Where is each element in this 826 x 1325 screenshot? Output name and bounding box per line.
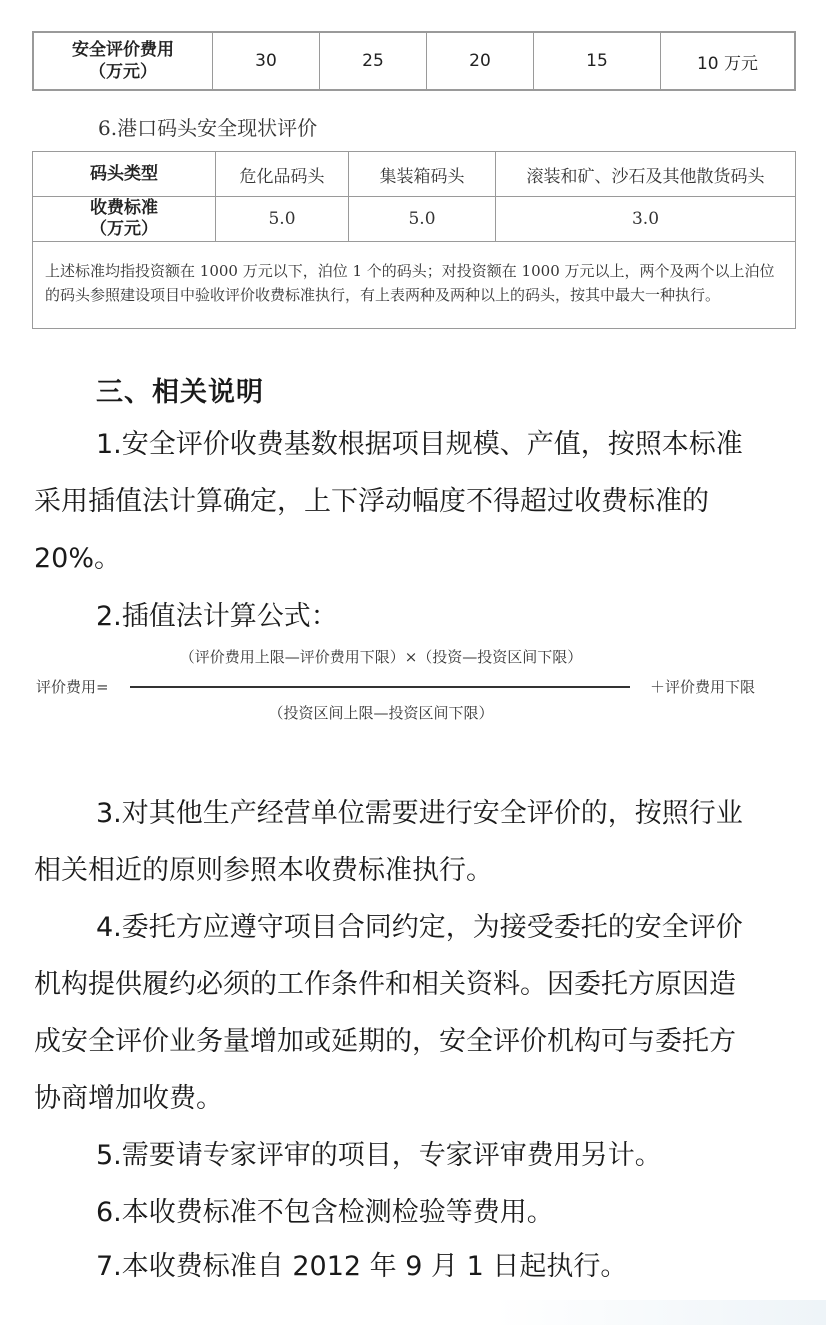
bottom-fade (0, 1300, 826, 1325)
dock-fee-table (32, 151, 796, 329)
dock-fee-header-line1: 收费标准 (90, 198, 158, 218)
fee-header-line2: （万元） (89, 62, 157, 82)
item-2: 2.插值法计算公式： (96, 601, 338, 632)
dock-fee-cell: 5.0 (349, 197, 496, 242)
item-5: 5.需要请专家评审的项目，专家评审费用另计。 (96, 1140, 662, 1171)
fee-value-cell: 30 (213, 32, 320, 90)
fee-value-cell: 20 (427, 32, 534, 90)
formula-denominator: （投资区间上限—投资区间下限） (268, 704, 494, 722)
item-4 (34, 899, 796, 1127)
item-4-line2: 机构提供履约必须的工作条件和相关资料。因委托方原因造 (34, 969, 736, 1000)
dock-type-header: 码头类型 (33, 152, 216, 197)
dock-fee-header (33, 197, 216, 242)
section-heading: 三、相关说明 (96, 377, 264, 408)
formula-label: 评价费用= (36, 678, 109, 696)
item-3-line1: 3.对其他生产经营单位需要进行安全评价的，按照行业 (96, 798, 743, 829)
section-caption: 6.港口码头安全现状评价 (98, 116, 318, 140)
fee-table-top (32, 31, 796, 91)
dock-type-cell: 危化品码头 (216, 152, 349, 197)
fee-value-cell: 10 万元 (661, 32, 796, 90)
item-3 (34, 785, 796, 899)
item-3-line2: 相关相近的原则参照本收费标准执行。 (34, 855, 493, 886)
dock-fee-cell: 3.0 (496, 197, 796, 242)
item-7: 7.本收费标准自 2012 年 9 月 1 日起执行。 (96, 1251, 628, 1282)
dock-table-note: 上述标准均指投资额在 1000 万元以下，泊位 1 个的码头；对投资额在 1000 万元以上，两个及两个以上泊位的码头参照建设项目中验收评价收费标准执行，有上表两种及两种以上的码头，按其中最大一种执行。 (33, 242, 796, 329)
item-4-line3: 成安全评价业务量增加或延期的，安全评价机构可与委托方 (34, 1026, 736, 1057)
item-1-line1: 1.安全评价收费基数根据项目规模、产值，按照本标准 (96, 429, 743, 460)
item-1-line2: 采用插值法计算确定，上下浮动幅度不得超过收费标准的 (34, 486, 709, 517)
dock-fee-header-line2: （万元） (90, 219, 158, 239)
dock-type-cell: 集装箱码头 (349, 152, 496, 197)
dock-fee-cell: 5.0 (216, 197, 349, 242)
formula-tail: ＋评价费用下限 (650, 678, 756, 696)
fee-header-cell (33, 32, 213, 90)
item-6: 6.本收费标准不包含检测检验等费用。 (96, 1197, 554, 1228)
fee-header-line1: 安全评价费用 (72, 40, 174, 60)
fraction-bar (130, 686, 630, 688)
fee-value-cell: 25 (320, 32, 427, 90)
item-4-line4: 协商增加收费。 (34, 1083, 223, 1114)
formula-numerator: （评价费用上限—评价费用下限）×（投资—投资区间下限） (179, 648, 583, 666)
item-1 (34, 416, 796, 587)
dock-type-cell: 滚装和矿、沙石及其他散货码头 (496, 152, 796, 197)
item-1-line3: 20%。 (34, 543, 122, 574)
item-4-line1: 4.委托方应遵守项目合同约定，为接受委托的安全评价 (96, 912, 743, 943)
fee-value-cell: 15 (534, 32, 661, 90)
